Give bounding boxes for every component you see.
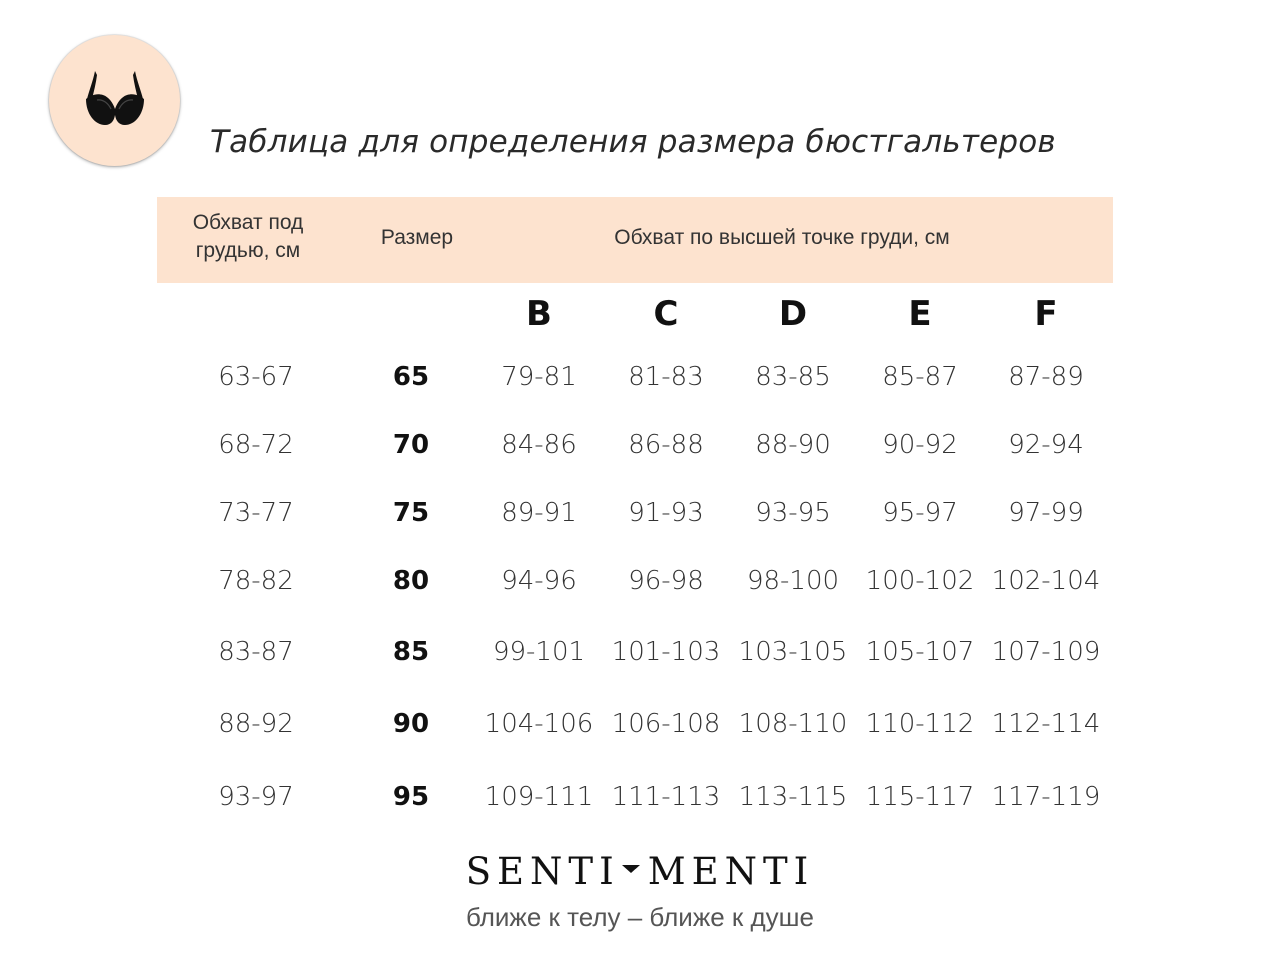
bust-cell-f: 87-89 (1008, 362, 1084, 392)
bust-cell-d: 98-100 (746, 566, 840, 596)
underbust-cell: 93-97 (218, 782, 294, 812)
size-cell: 90 (392, 709, 430, 739)
bust-cell-f: 102-104 (991, 566, 1101, 596)
underbust-cell: 68-72 (218, 430, 294, 460)
size-cell: 85 (392, 637, 430, 667)
bust-cell-c: 81-83 (628, 362, 704, 392)
bust-cell-b: 94-96 (501, 566, 577, 596)
column-header-underbust: Обхват под грудью, см (192, 211, 304, 262)
bust-cell-b: 84-86 (501, 430, 577, 460)
size-cell: 70 (392, 430, 430, 460)
bust-cell-c: 106-108 (611, 709, 721, 739)
cup-header-d: D (778, 294, 808, 334)
logo-badge (49, 35, 180, 166)
bust-cell-b: 104-106 (484, 709, 594, 739)
bust-cell-e: 100-102 (865, 566, 975, 596)
bust-cell-e: 110-112 (865, 709, 975, 739)
bust-cell-d: 83-85 (755, 362, 831, 392)
bust-cell-d: 108-110 (738, 709, 848, 739)
size-cell: 75 (392, 498, 430, 528)
bust-cell-b: 89-91 (501, 498, 577, 528)
brand-tagline: ближе к телу – ближе к душе (466, 902, 814, 932)
bust-cell-d: 103-105 (738, 637, 848, 667)
brand-name-left: SENTI (465, 850, 620, 893)
bust-cell-f: 107-109 (991, 637, 1101, 667)
column-header-size: Размер (380, 226, 454, 249)
bust-cell-e: 115-117 (865, 782, 975, 812)
bust-cell-d: 88-90 (755, 430, 831, 460)
bust-cell-f: 97-99 (1008, 498, 1084, 528)
column-header-bust: Обхват по высшей точке груди, см (614, 226, 950, 249)
bust-cell-c: 101-103 (611, 637, 721, 667)
table-header (157, 197, 1113, 283)
cup-header-e: E (908, 294, 932, 334)
bra-icon (83, 69, 147, 129)
bust-cell-c: 91-93 (628, 498, 704, 528)
bust-cell-e: 105-107 (865, 637, 975, 667)
underbust-cell: 88-92 (218, 709, 294, 739)
size-cell: 95 (392, 782, 430, 812)
underbust-cell: 83-87 (218, 637, 294, 667)
brand-name-right: MENTI (647, 850, 815, 893)
bust-cell-d: 113-115 (738, 782, 848, 812)
cup-header-f: F (1034, 294, 1058, 334)
cup-header-b: B (526, 294, 552, 334)
bust-cell-b: 79-81 (501, 362, 577, 392)
bust-cell-c: 111-113 (611, 782, 721, 812)
bust-cell-c: 86-88 (628, 430, 704, 460)
brand-logo (0, 850, 1280, 893)
underbust-cell: 78-82 (218, 566, 294, 596)
bust-cell-c: 96-98 (628, 566, 704, 596)
bust-cell-f: 112-114 (991, 709, 1101, 739)
underbust-cell: 63-67 (218, 362, 294, 392)
underbust-cell: 73-77 (218, 498, 294, 528)
bust-cell-b: 99-101 (492, 637, 586, 667)
bust-cell-e: 95-97 (882, 498, 958, 528)
cup-header-c: C (653, 294, 679, 334)
bust-cell-b: 109-111 (484, 782, 594, 812)
bust-cell-f: 92-94 (1008, 430, 1084, 460)
bust-cell-d: 93-95 (755, 498, 831, 528)
bust-cell-e: 90-92 (882, 430, 958, 460)
bust-cell-e: 85-87 (882, 362, 958, 392)
size-cell: 65 (392, 362, 430, 392)
bust-cell-f: 117-119 (991, 782, 1101, 812)
size-cell: 80 (392, 566, 430, 596)
brand-separator-icon (622, 865, 640, 873)
page-title: Таблица для определения размера бюстгальтеров (210, 124, 1056, 160)
